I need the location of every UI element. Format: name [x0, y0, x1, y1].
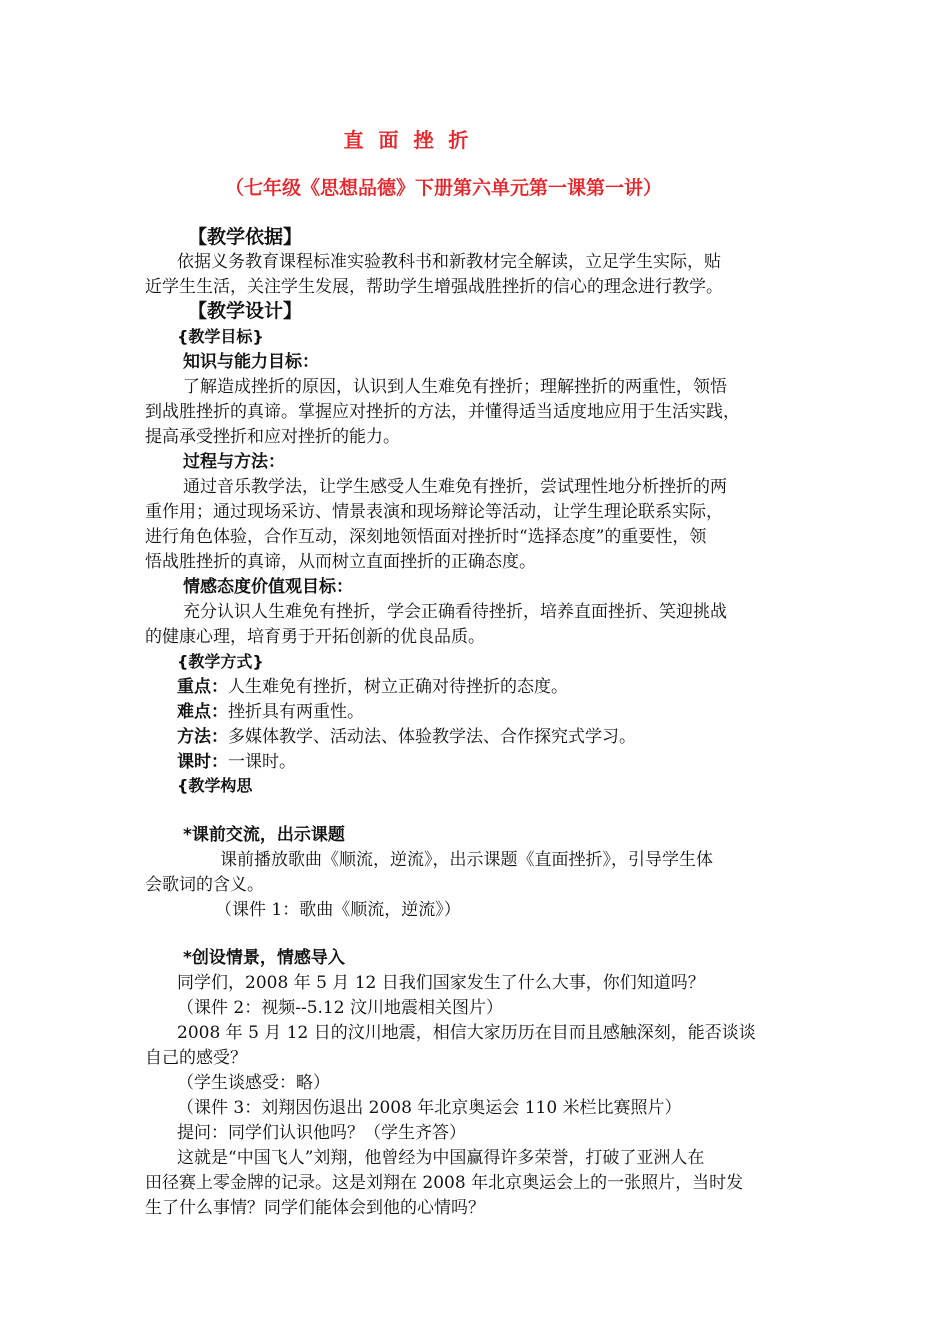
section2-line: （学生谈感受：略）	[177, 1073, 330, 1093]
process-line: 重作用；通过现场采访、情景表演和现场辩论等活动，让学生理论联系实际，	[145, 502, 723, 522]
knowledge-line: 了解造成挫折的原因，认识到人生难免有挫折；理解挫折的两重性，领悟	[183, 377, 727, 397]
method-item-label: 重点：	[177, 677, 228, 697]
section1-line: 课前播放歌曲《顺流，逆流》，出示课题《直面挫折》，引导学生体	[220, 850, 713, 870]
method-item	[177, 750, 296, 774]
section1-line: （课件 1：歌曲《顺流，逆流》）	[215, 900, 461, 920]
method-item	[177, 700, 364, 724]
method-item	[177, 725, 636, 749]
section2-line: 田径赛上零金牌的记录。这是刘翔在 2008 年北京奥运会上的一张照片，当时发	[145, 1173, 744, 1193]
page-title: 直 面 挫 折	[343, 128, 473, 152]
basis-heading: 【教学依据】	[188, 226, 303, 248]
goals-heading: {教学目标}	[177, 327, 264, 346]
method-item-label: 难点：	[177, 702, 228, 722]
basis-line: 依据义务教育课程标准实验教科书和新教材完全解读，立足学生实际，贴	[177, 252, 721, 272]
section2-line: （课件 3：刘翔因伤退出 2008 年北京奥运会 110 米栏比赛照片）	[177, 1098, 682, 1118]
method-item-text: 挫折具有两重性。	[228, 702, 364, 722]
section1-heading: *课前交流，出示课题	[183, 825, 345, 845]
section2-line: （课件 2：视频--5.12 汶川地震相关图片）	[177, 998, 503, 1018]
page-subtitle: （七年级《思想品德》下册第六单元第一课第一讲）	[225, 177, 663, 199]
method-item-label: 方法：	[177, 727, 228, 747]
process-line: 悟战胜挫折的真谛，从而树立直面挫折的正确态度。	[145, 552, 536, 572]
emotion-line: 充分认识人生难免有挫折，学会正确看待挫折，培养直面挫折、笑迎挑战	[183, 602, 727, 622]
section2-line: 这就是“中国飞人”刘翔，他曾经为中国赢得许多荣誉，打破了亚洲人在	[177, 1148, 705, 1168]
section2-line: 自己的感受？	[145, 1048, 247, 1068]
section2-line: 2008 年 5 月 12 日的汶川地震，相信大家历历在目而且感触深刻，能否谈谈	[177, 1023, 756, 1043]
method-item-label: 课时：	[177, 752, 228, 772]
emotion-label: 情感态度价值观目标：	[183, 577, 353, 597]
section2-heading: *创设情景，情感导入	[183, 948, 345, 968]
knowledge-line: 到战胜挫折的真谛。掌握应对挫折的方法，并懂得适当适度地应用于生活实践，	[145, 402, 740, 422]
method-item-text: 人生难免有挫折，树立正确对待挫折的态度。	[228, 677, 568, 697]
basis-line: 近学生生活，关注学生发展，帮助学生增强战胜挫折的信心的理念进行教学。	[145, 277, 723, 297]
design-heading: 【教学设计】	[188, 300, 303, 322]
knowledge-label: 知识与能力目标：	[183, 352, 319, 372]
idea-heading: {教学构思	[177, 776, 253, 795]
method-heading: {教学方式}	[177, 652, 264, 671]
method-item-text: 一课时。	[228, 752, 296, 772]
section2-line: 生了什么事情？同学们能体会到他的心情吗？	[145, 1198, 485, 1218]
section1-line: 会歌词的含义。	[145, 875, 264, 895]
section2-line: 同学们，2008 年 5 月 12 日我们国家发生了什么大事，你们知道吗？	[177, 973, 705, 993]
process-line: 进行角色体验，合作互动，深刻地领悟面对挫折时“选择态度”的重要性，领	[145, 527, 707, 547]
section2-line: 提问：同学们认识他吗？（学生齐答）	[177, 1123, 466, 1143]
emotion-line: 的健康心理，培育勇于开拓创新的优良品质。	[145, 627, 485, 647]
knowledge-line: 提高承受挫折和应对挫折的能力。	[145, 427, 400, 447]
method-item-text: 多媒体教学、活动法、体验教学法、合作探究式学习。	[228, 727, 636, 747]
method-item	[177, 675, 568, 699]
process-label: 过程与方法：	[183, 452, 285, 472]
process-line: 通过音乐教学法，让学生感受人生难免有挫折，尝试理性地分析挫折的两	[183, 477, 727, 497]
